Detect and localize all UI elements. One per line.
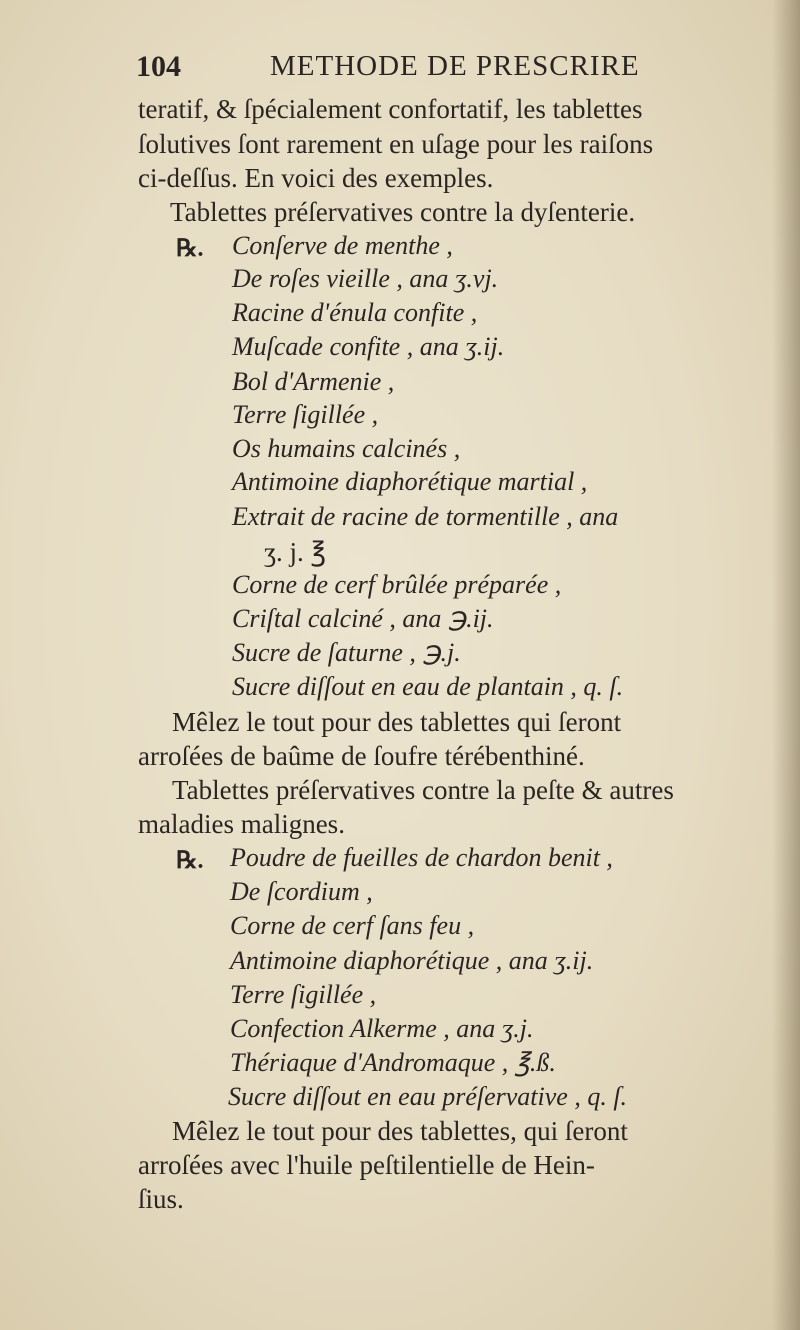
ingredient: Os humains calcinés , <box>232 434 461 463</box>
recipe-title: Tablettes préſervatives contre la peſte & autres <box>172 775 674 805</box>
ingredient: De ſcordium , <box>230 877 373 906</box>
ingredient: Corne de cerf ſans feu , <box>230 911 475 940</box>
ingredient: Racine d'énula confite , <box>232 298 478 327</box>
ingredient: Extrait de racine de tormentille , ana <box>232 502 619 531</box>
ingredient: Sucre diſſout en eau préſervative , q. ſ. <box>228 1082 628 1111</box>
ingredient: Conſerve de menthe , <box>232 231 453 260</box>
recipe-symbol: ℞. <box>176 848 204 874</box>
recipe-closing: Mêlez le tout pour des tablettes, qui ſeront <box>172 1116 628 1146</box>
intro-line: teratif, & ſpécialement confortatif, les tablettes <box>138 94 643 124</box>
ingredient: Antimoine diaphorétique martial , <box>232 467 588 496</box>
ingredient: Poudre de fueilles de chardon benit , <box>230 843 613 872</box>
recipe-symbol: ℞. <box>176 236 204 262</box>
ingredient: Corne de cerf brûlée préparée , <box>232 570 562 599</box>
recipe-closing: arroſées de baûme de ſoufre térébenthiné. <box>138 741 585 771</box>
recipe-title: Tablettes préſervatives contre la dyſenterie. <box>170 197 636 227</box>
intro-line: ſolutives ſont rarement en uſage pour les raiſons <box>138 129 654 159</box>
ingredient: De roſes vieille , ana ʒ.vj. <box>232 264 499 293</box>
recipe-closing: Mêlez le tout pour des tablettes qui ſeront <box>172 707 622 737</box>
running-title: METHODE DE PRESCRIRE <box>270 50 640 82</box>
page-header <box>136 50 656 90</box>
ingredient: Muſcade confite , ana ʒ.ij. <box>232 332 505 361</box>
page-number: 104 <box>136 50 181 83</box>
recipe-closing: ſius. <box>138 1184 184 1214</box>
ingredient: Confection Alkerme , ana ʒ.j. <box>230 1014 534 1043</box>
intro-line: ci-deſſus. En voici des exemples. <box>138 163 494 193</box>
recipe-title: maladies malignes. <box>138 809 345 839</box>
ingredient: Criſtal calciné , ana ℈.ij. <box>232 604 494 633</box>
ingredient: Thériaque d'Andromaque , ℥.ß. <box>230 1048 556 1077</box>
ingredient: Sucre diſſout en eau de plantain , q. ſ. <box>232 672 624 701</box>
ingredient: Sucre de ſaturne , ℈.j. <box>232 638 461 667</box>
ingredient-dose: ʒ. j. ℥ <box>264 537 327 567</box>
ingredient: Terre ſigillée , <box>232 400 379 429</box>
ingredient: Antimoine diaphorétique , ana ʒ.ij. <box>230 946 594 975</box>
page-edge-shadow <box>772 0 800 1330</box>
recipe-closing: arroſées avec l'huile peſtilentielle de Hein- <box>138 1150 595 1180</box>
ingredient: Terre ſigillée , <box>230 980 377 1009</box>
ingredient: Bol d'Armenie , <box>232 367 395 396</box>
